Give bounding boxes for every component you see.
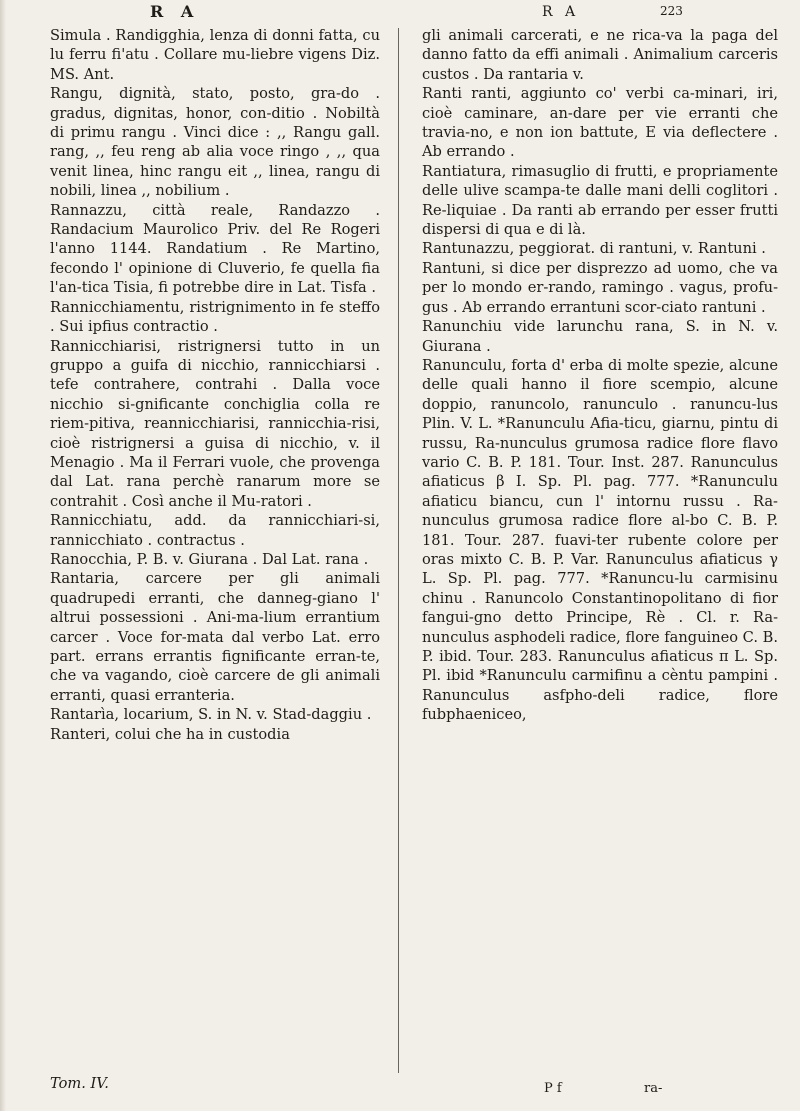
entry-ranteri-cont: gli animali carcerati, e ne rica-va la paga del danno fatto da effi animali . Animalium carceris custos . Da rantaria v. (422, 27, 778, 83)
entry-rannicchiatu: Rannicchiatu, add. da rannicchiari-si, rannicchiato . contractus . (50, 512, 380, 549)
catchword: ra- (644, 1081, 663, 1096)
running-head-left: R A (150, 2, 200, 21)
volume-mark: Tom. IV. (50, 1075, 109, 1092)
entry-ranunchiu: Ranunchiu vide larunchu rana, S. in N. v. Giurana . (422, 318, 778, 355)
entry-rangu: Rangu, dignità, stato, posto, gra-do . gradus, dignitas, honor, con-ditio . Nobiltà di primu rangu . Vinci dice : ,, Rangu gall. rang, ,, feu reng ab alia voce ringo , ,, qua venit linea, hinc rangu eit ,, linea, rangu di nobili, linea ,, nobilium . (50, 85, 380, 200)
entry-rantaria-2: Rantarìa, locarium, S. in N. v. Stad-daggiu . (50, 706, 372, 724)
entry-ranteri: Ranteri, colui che ha in custodia (50, 725, 290, 743)
column-divider (398, 28, 399, 1073)
entry-ranunculu: Ranunculu, forta d' erba di molte spezie, alcune delle quali hanno il fiore scempio, alcune doppio, ranuncolo, ranunculo . ranuncu-lus Plin. V. L. *Ranunculu Afia-ticu, giarnu, pintu di russu, Ra-nunculus grumosa radice flore flavo vario C. B. P. 181. Tour. Inst. 287. Ranunculus afiaticus β I. Sp. Pl. pag. 777. *Ranunculu afiaticu biancu, cun l' intornu russu . Ra-nunculus grumosa radice flore al-bo C. B. P. 181. Tour. 287. fuavi-ter rubente colore per oras mixto C. B. P. Var. Ranunculus afiaticus γ L. Sp. Pl. pag. 777. *Ranuncu-lu carmisinu chinu . Ranuncolo Constantinopolitano di fior fangui-gno detto Principe, Rè . Cl. r. Ra-nunculus asphodeli radice, flore fanguineo C. B. P. ibid. Tour. 283. Ranunculus afiaticus π L. Sp. Pl. ibid *Ranunculu carmifinu a cèntu pampini . Ranunculus asfpho-deli radice, flore fubphaeniceo, (422, 356, 778, 724)
page-number: 223 (660, 4, 683, 18)
entry-rantuni: Rantuni, si dice per disprezzo ad uomo, che va per lo mondo er-rando, ramingo . vagus, profu-gus . Ab errando errantuni scor-ciato rantuni . (422, 259, 778, 316)
entry-ranocchia: Ranocchia, P. B. v. Giurana . Dal Lat. rana . (50, 550, 369, 568)
page-edge-shadow (0, 0, 6, 1111)
entry-rannicchiarisi: Rannicchiarisi, ristrignersi tutto in un gruppo a guifa di nicchio, rannicchiarsi . tefe contrahere, contrahi . Dalla voce nicchio si-gnificante conchiglia colla re riem-pitiva, reannicchiarisi, rannicchia-risi, cioè ristrignersi a guisa di nicchio, v. il Menagio . Ma il Ferrari vuole, che provenga dal Lat. rana perchè ranarum more se contrahit . Così anche il Mu-ratori . (50, 337, 380, 510)
entry-rantaria: Rantaria, carcere per gli animali quadrupedi erranti, che danneg-giano l' altrui possessioni . Ani-ma-lium errantium carcer . Voce for-mata dal verbo Lat. erro part. errans errantis fignificante erran-te, che va vagando, cioè carcere de gli animali erranti, quasi erranteria. (50, 570, 380, 704)
left-column (50, 26, 380, 744)
entry-rannazzu: Rannazzu, città reale, Randazzo . Randacium Maurolico Priv. del Re Rogeri l'anno 1144. Randatium . Re Martino, fecondo l' opinione di Cluverio, fe quella fia l'an-tica Tisia, fi potrebbe dire in Lat. Tisfa . (50, 201, 380, 297)
entry-rantiatura: Rantiatura, rimasuglio di frutti, e propriamente delle ulive scampa-te dalle mani delli coglitori . Re-liquiae . Da ranti ab errando per esser frutti dispersi di qua e di là. (422, 162, 778, 239)
running-head-right: R A (542, 4, 580, 20)
entry-rannicchiamentu: Rannicchiamentu, ristrignimento in fe steffo . Sui ipfius contractio . (50, 298, 380, 336)
entry-rantunazzu: Rantunazzu, peggiorat. di rantuni, v. Rantuni . (422, 240, 766, 258)
entry-simula: Simula . Randigghia, lenza di donni fatta, cu lu ferru fi'atu . Collare mu-liebre vigens Diz. MS. Ant. (50, 27, 380, 83)
entry-ranti-ranti: Ranti ranti, aggiunto co' verbi ca-minari, iri, cioè caminare, an-dare per vie erranti che travia-no, e non ion battute, E via deflectere . Ab errando . (422, 85, 778, 161)
right-column (422, 26, 778, 725)
signature-mark: P f (544, 1081, 562, 1096)
